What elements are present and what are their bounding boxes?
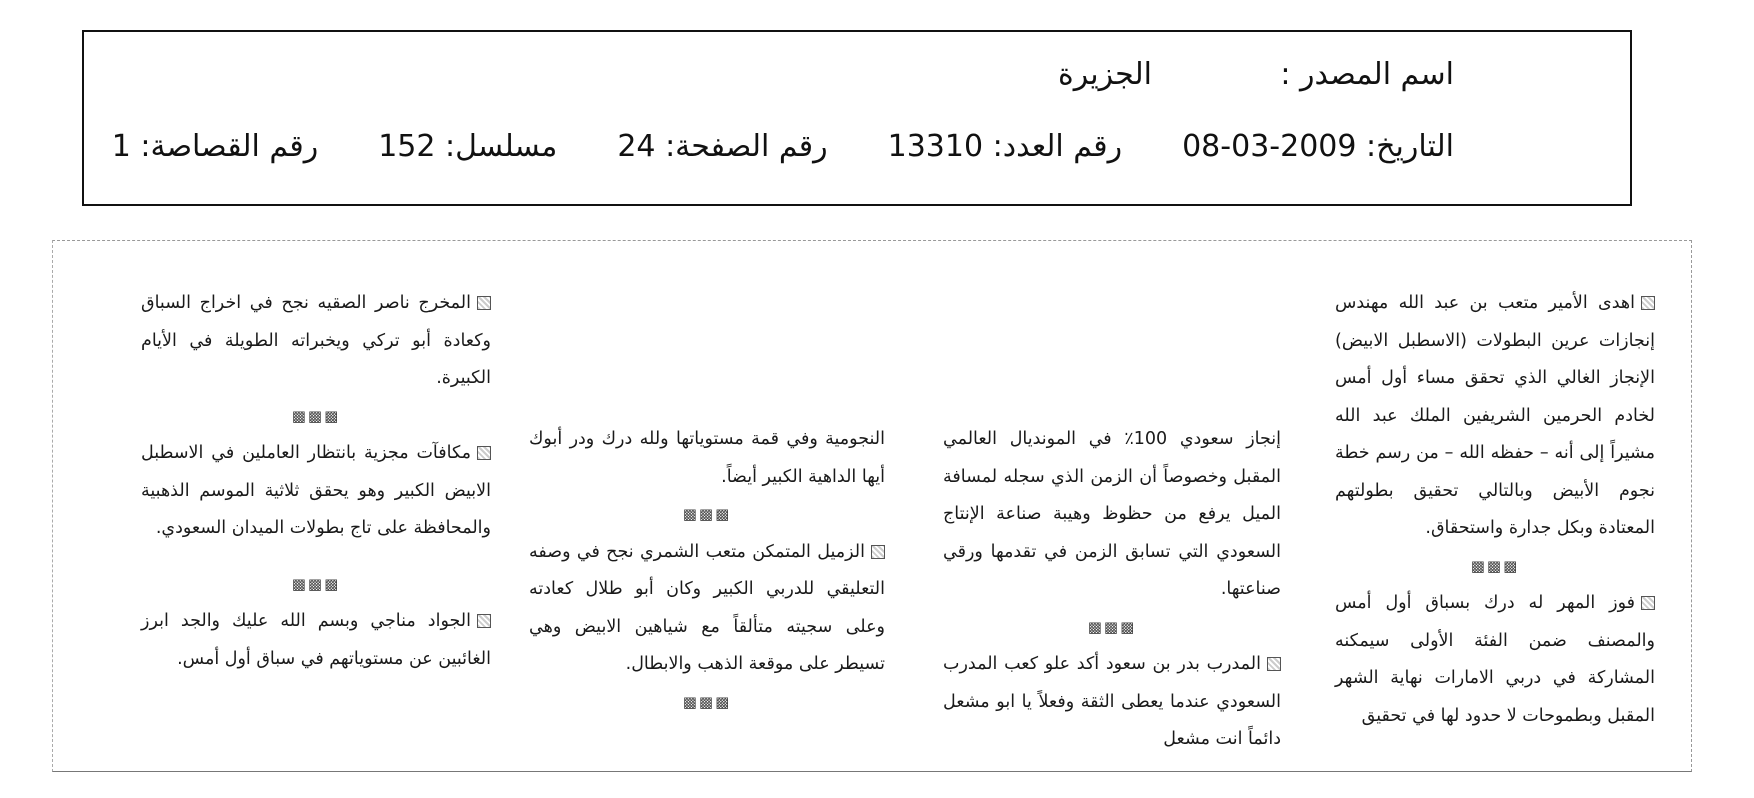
paragraph: الجواد مناجي وبسم الله عليك والجد ابرز الغائبين عن مستوياتهم في سباق أول أمس. <box>141 611 491 669</box>
source-value: الجزيرة <box>1057 57 1152 92</box>
column-1 <box>1335 285 1655 735</box>
paragraph: فوز المهر له درك بسباق أول أمس والمصنف ضمن الفئة الأولى سيمكنه المشاركة في دربي الامارات نهاية الشهر المقبل وبطموحات لا حدود لها في تحقيق <box>1335 593 1655 726</box>
separator: ▩▩▩ <box>1470 556 1520 575</box>
date: التاريخ: 2009-03-08 <box>1182 129 1454 164</box>
bullet-icon <box>477 446 491 460</box>
column-3 <box>529 421 885 721</box>
page-number: رقم الصفحة: 24 <box>617 129 828 164</box>
bullet-icon <box>871 545 885 559</box>
bullet-icon <box>477 614 491 628</box>
separator: ▩▩▩ <box>291 406 341 425</box>
bullet-icon <box>1267 657 1281 671</box>
header-box <box>82 30 1632 206</box>
paragraph: الزميل المتمكن متعب الشمري نجح في وصفه التعليقي للدربي الكبير وكان أبو طلال كعادته وعلى سجيته متألقاً مع شياهين الابيض وهي تسيطر على موقعة الذهب والابطال. <box>529 541 885 674</box>
paragraph: النجومية وفي قمة مستوياتها ولله درك ودر أبوك أيها الداهية الكبير أيضاً. <box>529 429 885 487</box>
paragraph: المخرج ناصر الصقيه نجح في اخراج السباق وكعادة أبو تركي ويخبراته الطويلة في الأيام الكبيرة. <box>141 293 491 388</box>
paragraph: مكافآت مجزية بانتظار العاملين في الاسطبل الابيض الكبير وهو يحقق ثلاثية الموسم الذهبية والمحافظة على تاج بطولات الميدان السعودي. <box>141 443 491 538</box>
paragraph: إنجاز سعودي 100٪ في المونديال العالمي المقبل وخصوصاً أن الزمن الذي سجله لمسافة الميل يرفع من حظوظ وهيبة صناعة الإنتاج السعودي التي تسابق الزمن في تقدمها ورقي صناعتها. <box>943 429 1282 599</box>
separator: ▩▩▩ <box>682 505 732 523</box>
faded-headline <box>623 301 1233 381</box>
newspaper-clipping <box>52 240 1692 772</box>
paragraph: المدرب بدر بن سعود أكد علو كعب المدرب السعودي عندما يعطى الثقة وفعلاً يا ابو مشعل دائماً انت مشعل <box>943 654 1281 749</box>
meta-row <box>112 130 1454 164</box>
separator: ▩▩▩ <box>1087 617 1137 636</box>
bullet-icon <box>1641 296 1655 310</box>
issue-number: رقم العدد: 13310 <box>887 129 1123 164</box>
clip-number: رقم القصاصة: 1 <box>111 129 319 164</box>
serial-number: مسلسل: 152 <box>378 129 558 164</box>
bullet-icon <box>477 296 491 310</box>
separator: ▩▩▩ <box>682 692 732 711</box>
separator: ▩▩▩ <box>291 574 341 593</box>
column-2 <box>943 421 1281 759</box>
bullet-icon <box>1641 596 1655 610</box>
paragraph: اهدى الأمير متعب بن عبد الله مهندس إنجازات عرين البطولات (الاسطبل الابيض) الإنجاز الغالي الذي تحقق مساء أول أمس لخادم الحرمين الشريفين الملك عبد الله مشيراً إلى أنه – حفظه الله – من رسم خطة نجوم الأبيض وبالتالي تحقيق بطولتهم المعتادة وبكل جدارة واستحقاق. <box>1335 293 1655 538</box>
column-4 <box>141 285 491 678</box>
source-label: اسم المصدر : <box>1280 57 1454 92</box>
